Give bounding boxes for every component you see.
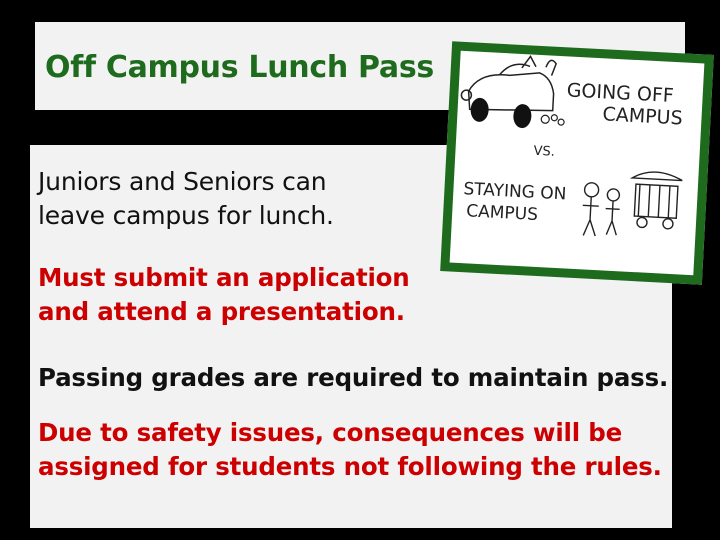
students-illustration	[581, 182, 621, 237]
cartoon-label-vs: VS.	[533, 143, 556, 160]
cartoon-drawing	[450, 51, 705, 275]
paragraph-requirements: Must submit an application and attend a presentation.	[38, 263, 410, 326]
paragraph-grades: Passing grades are required to maintain pass.	[38, 363, 669, 392]
food-cart-illustration	[630, 171, 683, 230]
paragraph-consequences: Due to safety issues, consequences will be assigned for students not following the rules.	[38, 418, 662, 481]
dust-puffs	[541, 114, 564, 125]
paragraph-eligibility: Juniors and Seniors can leave campus for lunch.	[38, 167, 334, 230]
cartoon-label-campus-top: CAMPUS	[602, 103, 684, 130]
car-wheel-front	[470, 97, 489, 122]
car-wheel-back	[513, 104, 532, 129]
slide-title: Off Campus Lunch Pass	[45, 50, 434, 85]
cartoon-label-campus-bottom: CAMPUS	[465, 201, 539, 226]
cartoon-label-staying-on: STAYING ON	[462, 179, 567, 205]
cartoon-image	[440, 41, 714, 284]
cartoon-label-going-off: GOING OFF	[566, 79, 675, 107]
